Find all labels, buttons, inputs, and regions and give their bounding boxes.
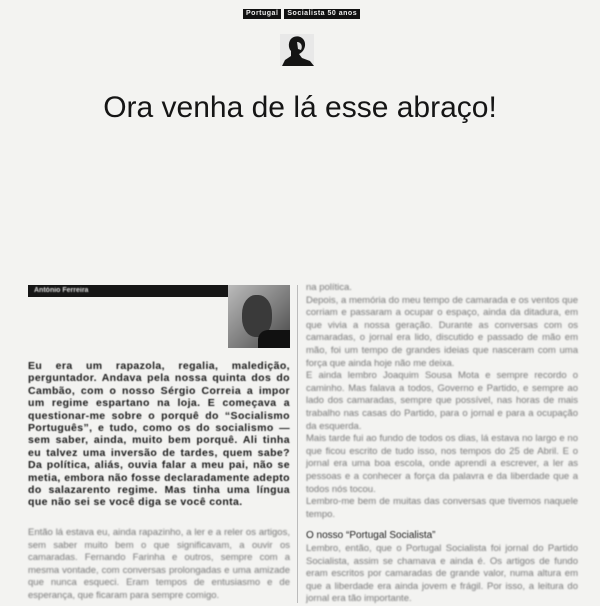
column-divider — [297, 285, 298, 603]
article-title: Ora venha de lá esse abraço! — [103, 91, 497, 124]
author-shoulder — [258, 330, 290, 348]
section-kicker — [243, 9, 360, 19]
portrait-silhouette-icon — [280, 34, 314, 66]
author-photo — [228, 285, 290, 348]
author-name: António Ferreira — [34, 287, 89, 294]
subheading: O nosso “Portugal Socialista” — [306, 530, 436, 541]
right-column-text: na política. Depois, a memória do meu tempo de camarada e os ventos que corriam e passaram a ocupar o espaço, ainda da ditadura, em que vivia a nossa geração. Durante as conversas com os camaradas, o jornal era lido, discutido e passado de mão em mão, foi um tempo de grandes ideias que nasceram com uma força que ainda hoje não me deixa. E ainda lembro Joaquim Sousa Mota e sempre recordo o caminho. Mas falava a todos, Governo e Partido, e sempre ao lado dos camaradas, sempre que possível, nas horas de mais trabalho nas casas do Partido, para o jornal e para a ocupação da esquerda. Mais tarde fui ao fundo de todos os dias, lá estava no largo e no que ficou escrito de tudo isso, nos tempos do 25 de Abril. E o jornal era uma boa escola, onde aprendi a escrever, a ler as pessoas e a conhecer a força da palavra e da liberdade que a todos nós tocou. Lembro-me bem de muitas das conversas que tivemos naquele tempo. — [306, 282, 578, 520]
kicker-part-2: Socialista 50 anos — [284, 9, 360, 19]
left-column-text: Então lá estava eu, ainda rapazinho, a ler e a reler os artigos, sem saber muito bem o que significavam, a ouvir os camaradas. Fernando Farinha e outros, sempre com a mesma vontade, com conversas prolongadas e uma amizade que nunca esqueci. Eram tempos de entusiasmo e de esperança, que ficaram para sempre comigo. — [28, 527, 290, 601]
kicker-part-1: Portugal — [243, 9, 281, 19]
lead-paragraph: Eu era um rapazola, regalia, maledição, perguntador. Andava pela nossa quinta dos do Cambão, com o nosso Sérgio Correia a impor um regime espartano na loja. E começava a questionar-me sobre o porquê do “Socialismo Português”, e tudo, como os do socialismo — sem saber, ainda, muito bem porquê. Ali tinha eu talvez uma inversão de tardes, quem sabe? Da política, aliás, ouvia falar a meu pai, não se metia, embora não fosse declaradamente adepto do salazarento regime. Mas tinha uma língua que não sei se você diga se você conta. — [28, 360, 290, 509]
right-column-text-2: Lembro, então, que o Portugal Socialista foi jornal do Partido Socialista, assim se chamava e ainda é. Os artigos de fundo eram escritos por camaradas de grande valor, numa altura em que a liberdade era ainda jovem e frágil. Por isso, a leitura do jornal era tão importante. — [306, 543, 578, 605]
